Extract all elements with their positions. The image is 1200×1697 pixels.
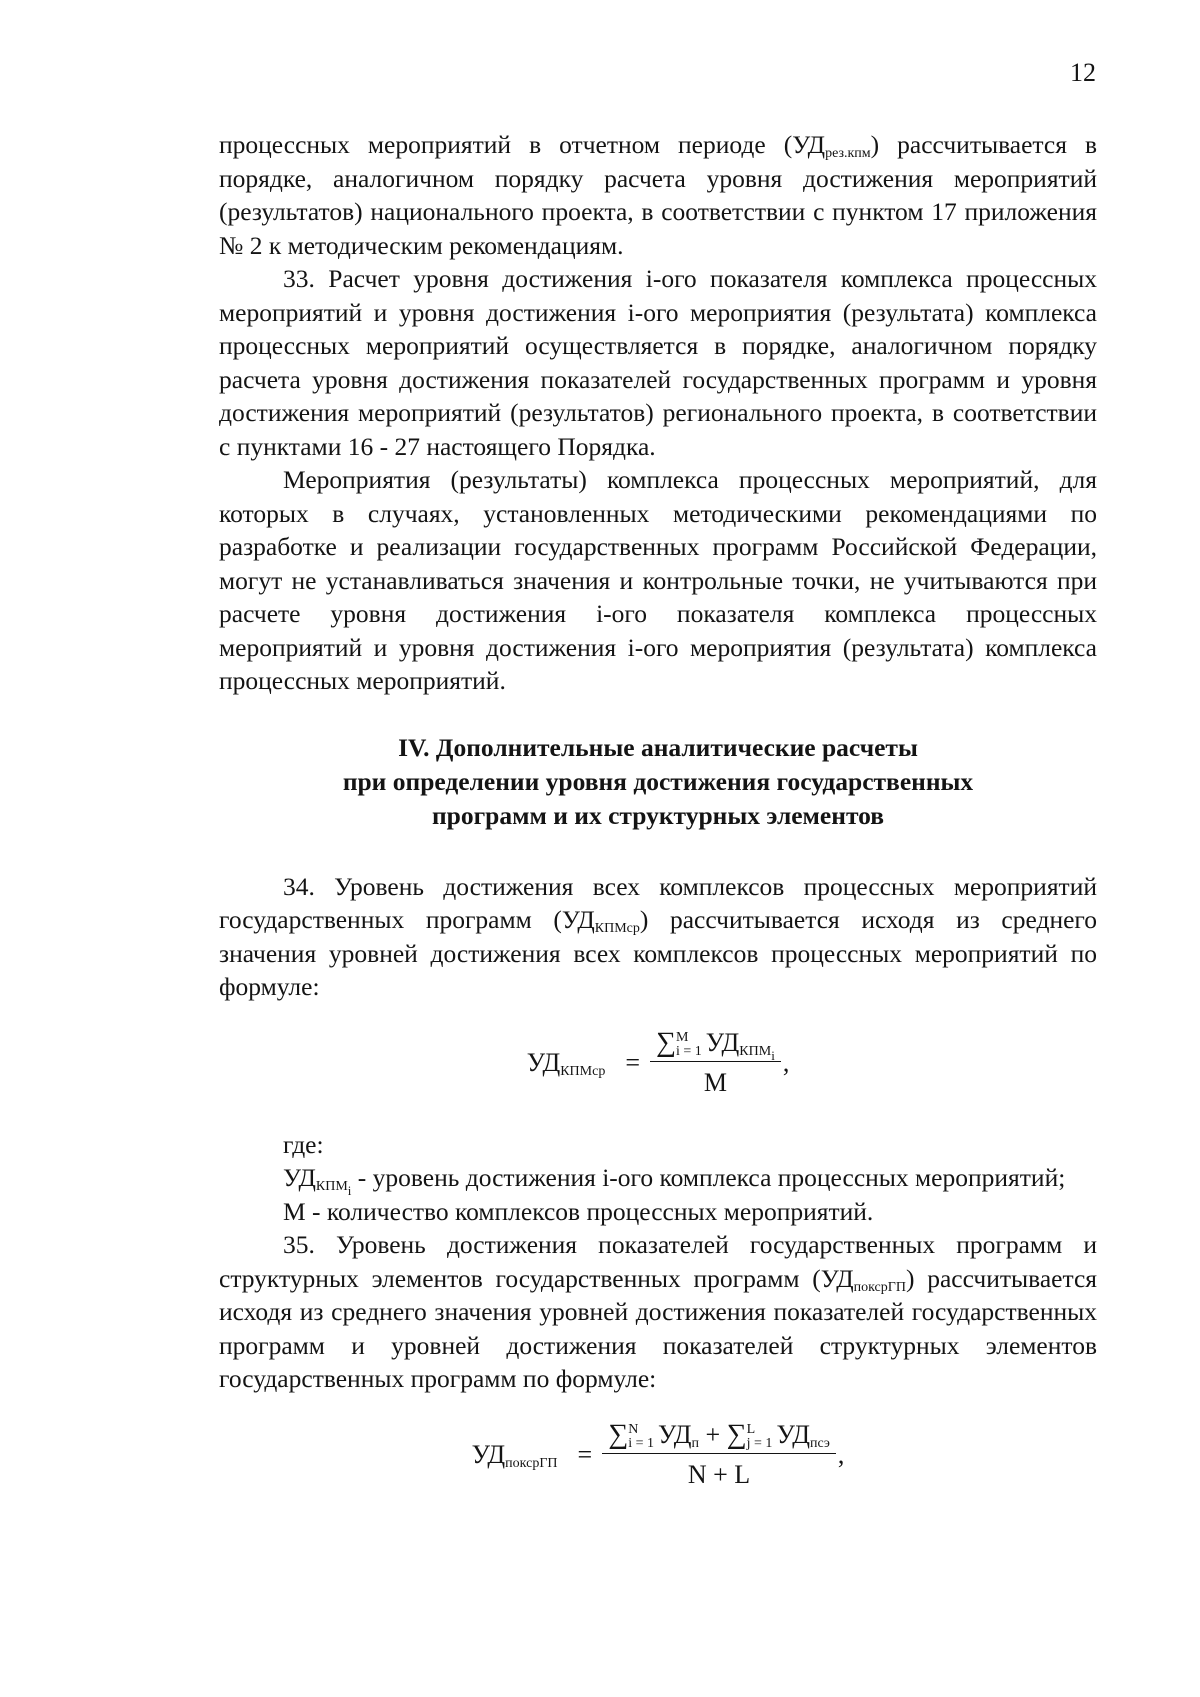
comma: , <box>837 1439 845 1469</box>
equals-sign: = <box>625 1047 640 1077</box>
page-number: 12 <box>1070 58 1096 87</box>
formula-lhs: $УД_{КПМср}$ <box>526 1047 606 1079</box>
numerator: ∑ M i = 1 $УД_{КПМi}$ <box>650 1026 781 1063</box>
equals-sign: = <box>577 1439 593 1469</box>
numerator: ∑ N i = 1 $УД_п$ + ∑ L j = 1 $УД_{псэ}$ <box>602 1418 836 1455</box>
formula-lhs: $УД_{поксрГП}$ <box>471 1439 558 1471</box>
sum-limits: M i = 1 <box>675 1029 702 1059</box>
fraction <box>650 1026 781 1100</box>
sum-limits: L j = 1 <box>746 1421 773 1451</box>
sigma-symbol: ∑ <box>656 1026 676 1058</box>
paragraph-continuation <box>219 128 1097 262</box>
denominator: M <box>703 1068 727 1097</box>
text: процессных мероприятий в отчетном периоде (УД <box>219 130 826 159</box>
denominator: N + L <box>687 1460 751 1489</box>
comma: , <box>782 1047 790 1077</box>
section-heading <box>219 731 1097 833</box>
fraction <box>602 1418 836 1492</box>
paragraph-measures: Мероприятия (результаты) комплекса процессных мероприятий, для которых в случаях, установленных методическими рекомендациями по разработке и реализации государственных программ Российской Федерации, могут не устанавливаться значения и контрольные точки, не учитываются при расчете уровня достижения i-ого показателя комплекса процессных мероприятий и уровня достижения i-ого мероприятия (результата) комплекса процессных мероприятий. <box>219 465 1097 695</box>
text: ) рассчитывается в порядке, аналогичном порядку расчета уровня достижения мероприятий (результатов) национального проекта, в соответствии с пунктом 17 приложения № 2 к методическим рекомендациям. <box>219 130 1097 260</box>
where-item-2: M - количество комплексов процессных мероприятий. <box>283 1196 874 1226</box>
text: 34. Уровень достижения всех комплексов процессных мероприятий государственных программ (УД <box>219 871 1097 934</box>
paragraph-34 <box>219 870 1097 1004</box>
sum-limits: N i = 1 <box>628 1421 654 1451</box>
heading-line: IV. Дополнительные аналитические расчеты <box>398 732 918 762</box>
paragraph-35 <box>219 1228 1097 1396</box>
where-item-1: $УД_{КПМi}$ - уровень достижения i-ого комплекса процессных мероприятий; <box>283 1163 1066 1198</box>
sigma-symbol: ∑ <box>608 1418 629 1450</box>
plus-sign: + <box>705 1419 721 1449</box>
where-label: где: <box>283 1129 324 1159</box>
heading-line: при определении уровня достижения государственных <box>342 766 974 796</box>
subscript: КПМср <box>594 921 640 936</box>
subscript: поксрГП <box>853 1279 906 1295</box>
sigma-symbol: ∑ <box>726 1418 747 1450</box>
paragraph-33: 33. Расчет уровня достижения i-ого показателя комплекса процессных мероприятий и уровня достижения i-ого мероприятия (результата) комплекса процессных мероприятий осуществляется в порядке, аналогичном порядку расчета уровня достижения показателей государственных программ и уровня достижения мероприятий (результатов) регионального проекта, в соответствии с пунктами 16 - 27 настоящего Порядка. <box>219 264 1097 461</box>
text: 35. Уровень достижения показателей государственных программ и структурных элементов государственных программ (УД <box>219 1230 1097 1293</box>
text: ) рассчитывается исходя из среднего значения уровней достижения всех комплексов процессных мероприятий по формуле: <box>219 905 1097 1001</box>
heading-line: программ и их структурных элементов <box>431 800 885 830</box>
document-body <box>219 128 1097 1520</box>
formula-pokazateli-average <box>219 1418 1097 1492</box>
text: ) рассчитывается исходя из среднего значения уровней достижения показателей государственных программ и уровней достижения показателей структурных элементов государственных программ по формуле: <box>219 1263 1097 1393</box>
formula-kpm-average <box>219 1026 1097 1100</box>
subscript: рез.кпм <box>825 146 871 161</box>
